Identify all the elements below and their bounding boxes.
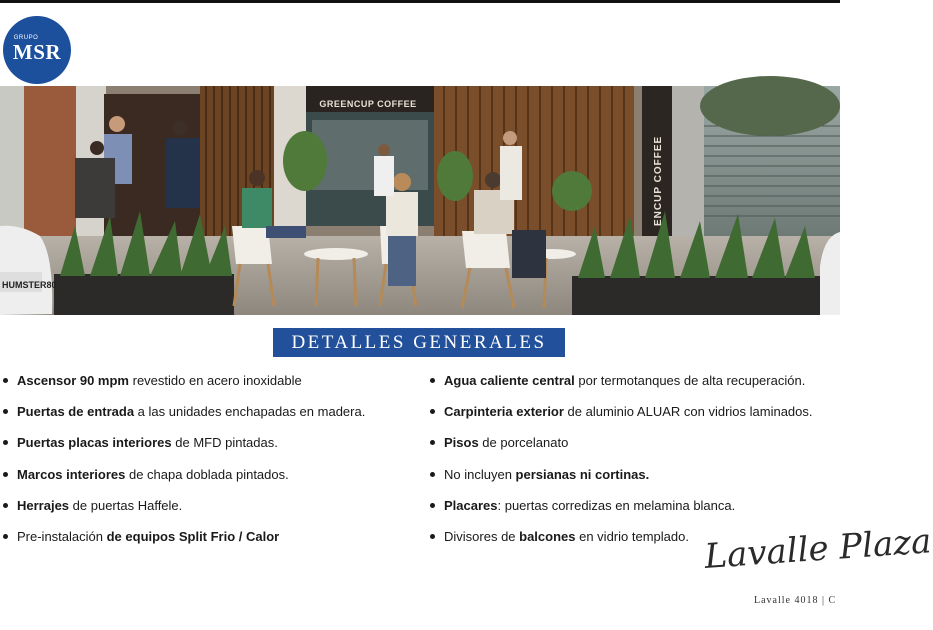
hero-render-image: [0, 86, 840, 315]
item-pre: No incluyen: [444, 466, 516, 482]
item-bold: balcones: [519, 528, 576, 544]
item-text: de chapa doblada pintados.: [125, 466, 289, 482]
list-item: [3, 373, 403, 404]
shop-sign-text: GREENCUP COFFEE: [319, 99, 417, 109]
item-bold: Ascensor 90 mpm: [17, 373, 129, 388]
list-item: [430, 404, 860, 435]
item-pre: Pre-instalación: [17, 528, 107, 544]
features-list-left: [3, 373, 403, 560]
item-text: por termotanques de alta recuperación.: [574, 373, 806, 388]
item-text: de porcelanato: [478, 435, 569, 451]
list-item: [3, 529, 403, 560]
item-text: de MFD pintadas.: [171, 435, 278, 451]
section-title: DETALLES GENERALES: [273, 328, 565, 357]
list-item: [3, 467, 403, 498]
item-text: : puertas corredizas en melamina blanca.: [497, 497, 736, 513]
top-border: [0, 0, 840, 3]
item-text: de puertas Haffele.: [69, 497, 183, 513]
item-text: revestido en acero inoxidable: [129, 373, 302, 388]
list-item: [3, 435, 403, 466]
list-item: [430, 373, 860, 404]
item-bold: Herrajes: [17, 497, 70, 513]
list-item: [3, 404, 403, 435]
list-item: [430, 435, 860, 466]
item-text: de aluminio ALUAR con vidrios laminados.: [563, 404, 813, 420]
logo-brand-text: MSR: [12, 40, 62, 64]
list-item: [430, 498, 860, 529]
project-signature-logo: Lavalle Plaza: [703, 521, 933, 577]
item-bold: persianas ni cortinas.: [515, 466, 650, 482]
vertical-sign-text: ENCUP COFFEE: [653, 135, 664, 226]
license-plate-text: HUMSTER80: [2, 280, 57, 290]
item-bold: Puertas de entrada: [17, 404, 135, 420]
logo-small-text: GRUPO: [13, 35, 39, 41]
item-bold: Marcos interiores: [17, 466, 126, 482]
project-address: Lavalle 4018 | C: [754, 595, 837, 606]
list-item: [430, 467, 860, 498]
item-text: a las unidades enchapadas en madera.: [134, 404, 366, 420]
item-bold: Placares: [444, 497, 498, 513]
item-pre: Divisores de: [444, 528, 520, 544]
grupo-msr-logo: [3, 16, 71, 84]
item-bold: Puertas placas interiores: [17, 435, 172, 451]
item-bold: de equipos Split Frio / Calor: [106, 528, 280, 544]
item-bold: Agua caliente central: [444, 373, 575, 388]
list-item: [3, 498, 403, 529]
item-bold: Carpinteria exterior: [444, 404, 564, 420]
item-text: en vidrio templado.: [575, 528, 689, 544]
item-bold: Pisos: [444, 435, 479, 451]
